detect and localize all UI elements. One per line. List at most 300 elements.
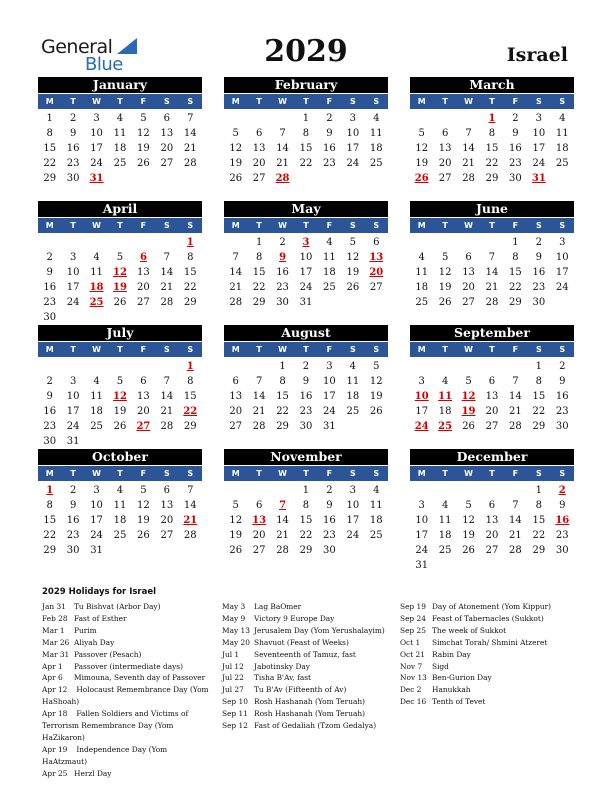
day-cell: 20 [462, 282, 475, 293]
holiday-date: Dec 16 [400, 697, 427, 707]
day-cell: 14 [183, 500, 197, 511]
weekday-label: T [489, 469, 495, 478]
day-cell: 22 [532, 530, 546, 541]
day-cell: 9 [326, 500, 333, 511]
day-cell: 19 [229, 530, 243, 541]
holiday-name: Holocaust Remembrance Day (Yom HaShoah) [42, 685, 209, 707]
day-cell: 29 [43, 545, 57, 556]
weekday-label: S [163, 469, 170, 478]
day-cell: 4 [373, 113, 380, 124]
day-cell: 20 [485, 406, 499, 417]
weekday-label: S [535, 97, 542, 106]
empty-day-cell [457, 359, 480, 374]
day-cell: 18 [346, 391, 360, 402]
day-cell: 7 [512, 500, 519, 511]
day-cell: 20 [252, 530, 266, 541]
day-cell: 20 [438, 158, 452, 169]
day-cell: 16 [323, 515, 336, 526]
day-cell: 16 [66, 143, 80, 154]
day-cell: 7 [465, 128, 472, 139]
day-cell: 21 [183, 143, 197, 154]
day-grid [410, 235, 574, 310]
weekday-label: M [45, 469, 54, 478]
empty-day-cell [271, 111, 294, 126]
day-cell: 20 [160, 515, 174, 526]
day-cell: 7 [279, 128, 286, 139]
day-cell: 4 [93, 376, 100, 387]
holiday-name: Herzl Day [74, 768, 112, 778]
day-cell: 31 [323, 421, 336, 432]
day-cell: 6 [140, 376, 147, 387]
day-cell: 30 [43, 436, 57, 447]
day-cell: 29 [276, 421, 289, 432]
weekday-label: M [417, 221, 426, 230]
day-cell: 21 [485, 282, 499, 293]
weekday-header [38, 342, 202, 357]
day-cell: 18 [113, 143, 127, 154]
day-cell: 29 [509, 297, 522, 308]
day-cell: 8 [187, 376, 194, 387]
day-cell: 3 [349, 485, 357, 496]
month-title: December [410, 449, 574, 465]
day-cell: 13 [462, 267, 475, 278]
day-cell: 1 [512, 237, 519, 248]
holiday-date: May 20 [222, 637, 250, 647]
day-cell: 17 [415, 530, 429, 541]
day-cell: 3 [326, 361, 333, 372]
weekday-label: F [512, 221, 519, 230]
holiday-item [222, 649, 394, 661]
day-cell: 10 [66, 267, 80, 278]
day-cell: 4 [116, 485, 124, 496]
weekday-label: F [140, 221, 147, 230]
day-cell: 1 [302, 113, 310, 124]
day-cell: 5 [465, 500, 472, 511]
holiday-date: Sep 25 [400, 625, 426, 635]
day-cell: 12 [137, 128, 150, 139]
month-title: March [410, 77, 574, 93]
day-cell: 10 [90, 128, 103, 139]
month-title: November [224, 449, 388, 465]
holiday-item [42, 625, 212, 637]
day-cell: 8 [535, 376, 543, 387]
day-cell: 26 [438, 297, 452, 308]
holiday-name: Seventeenth of Tamuz, fast [254, 649, 356, 659]
day-cell: 29 [299, 545, 313, 556]
holiday-name: Victory 9 Europe Day [254, 613, 335, 623]
weekday-label: S [559, 345, 566, 354]
day-cell: 26 [462, 421, 475, 432]
day-cell: 29 [532, 545, 546, 556]
holiday-date: May 13 [222, 625, 250, 635]
day-cell: 3 [349, 113, 357, 124]
holiday-item [222, 708, 394, 720]
day-cell: 7 [488, 252, 496, 263]
holiday-date: May 3 [222, 602, 246, 611]
day-cell: 24 [346, 530, 360, 541]
day-cell: 21 [276, 158, 289, 169]
empty-day-cell [480, 483, 503, 498]
holiday-item [222, 625, 394, 637]
day-cell: 27 [137, 297, 150, 308]
weekday-label: F [512, 345, 519, 354]
day-cell: 19 [113, 406, 127, 417]
day-cell: 7 [163, 376, 171, 387]
holiday-name: Fast of Esther [74, 613, 127, 623]
empty-day-cell [224, 359, 247, 374]
day-cell: 14 [183, 128, 197, 139]
day-cell: 30 [555, 421, 569, 432]
weekday-label: F [326, 97, 333, 106]
weekday-label: T [442, 469, 448, 478]
day-cell: 11 [369, 500, 383, 511]
day-cell: 8 [279, 376, 286, 387]
day-cell: 12 [462, 515, 475, 526]
holiday-day-cell: 7 [279, 500, 287, 511]
day-cell: 4 [559, 113, 566, 124]
weekday-label: S [349, 469, 356, 478]
weekday-label: T [256, 469, 262, 478]
holiday-item [400, 684, 572, 696]
day-cell: 26 [346, 282, 360, 293]
day-cell: 12 [369, 376, 383, 387]
month-title: April [38, 201, 202, 217]
day-cell: 28 [183, 158, 197, 169]
day-cell: 14 [160, 267, 174, 278]
holiday-name: Mimouna, Seventh day of Passover [74, 673, 206, 683]
empty-day-cell [410, 483, 433, 498]
holiday-day-cell: 31 [531, 173, 546, 184]
day-cell: 7 [163, 252, 171, 263]
holiday-item [400, 649, 572, 661]
day-cell: 6 [163, 113, 171, 124]
day-cell: 5 [441, 252, 449, 263]
holiday-day-cell: 3 [302, 237, 310, 248]
holiday-day-cell: 27 [136, 421, 151, 432]
day-cell: 11 [90, 391, 103, 402]
empty-day-cell [132, 359, 155, 374]
day-cell: 26 [462, 545, 475, 556]
day-cell: 9 [512, 128, 519, 139]
day-cell: 5 [465, 376, 472, 387]
weekday-label: T [117, 97, 123, 106]
day-cell: 22 [299, 158, 313, 169]
logo-text-general: General [41, 36, 113, 58]
weekday-label: M [417, 345, 426, 354]
day-cell: 27 [462, 297, 475, 308]
day-cell: 7 [187, 485, 194, 496]
day-cell: 26 [229, 545, 243, 556]
day-cell: 25 [369, 158, 383, 169]
day-cell: 3 [559, 237, 566, 248]
day-cell: 5 [116, 376, 124, 387]
day-cell: 14 [252, 391, 266, 402]
day-cell: 23 [43, 297, 57, 308]
weekday-label: S [187, 469, 194, 478]
day-cell: 9 [535, 252, 543, 263]
empty-day-cell [61, 359, 84, 374]
day-cell: 16 [43, 406, 57, 417]
empty-day-cell [457, 111, 480, 126]
day-cell: 28 [160, 297, 174, 308]
day-cell: 15 [299, 143, 313, 154]
month-february [224, 77, 388, 186]
weekday-label: T [303, 97, 309, 106]
day-grid [224, 111, 388, 186]
day-cell: 24 [90, 158, 103, 169]
day-cell: 30 [299, 421, 313, 432]
day-cell: 5 [140, 485, 147, 496]
day-cell: 15 [252, 267, 266, 278]
empty-day-cell [480, 235, 503, 250]
weekday-label: F [326, 345, 333, 354]
empty-day-cell [433, 359, 456, 374]
day-cell: 23 [66, 158, 80, 169]
day-cell: 21 [252, 406, 266, 417]
holiday-item [42, 601, 212, 613]
month-may [224, 201, 388, 310]
day-cell: 30 [532, 297, 546, 308]
day-cell: 17 [90, 143, 103, 154]
holiday-name: Passover (Pesach) [74, 649, 142, 659]
holiday-day-cell: 25 [438, 421, 453, 432]
day-cell: 25 [415, 297, 429, 308]
day-cell: 12 [229, 143, 243, 154]
day-cell: 4 [116, 113, 124, 124]
weekday-label: W [278, 221, 287, 230]
month-july [38, 325, 202, 449]
day-cell: 30 [509, 173, 522, 184]
day-cell: 13 [137, 391, 150, 402]
day-cell: 16 [299, 391, 313, 402]
weekday-label: M [45, 221, 54, 230]
holiday-date: Jul 22 [222, 673, 244, 683]
holiday-column [400, 601, 572, 708]
empty-day-cell [271, 483, 294, 498]
day-cell: 2 [46, 252, 53, 263]
day-cell: 15 [43, 143, 57, 154]
day-cell: 18 [113, 515, 127, 526]
holiday-day-cell: 1 [46, 485, 54, 496]
day-cell: 21 [509, 530, 522, 541]
day-cell: 24 [323, 406, 336, 417]
holiday-name: Tisha B'Av, fast [254, 673, 312, 683]
holiday-item [42, 661, 212, 673]
empty-day-cell [38, 235, 61, 250]
day-cell: 25 [555, 158, 569, 169]
day-cell: 25 [113, 530, 127, 541]
day-cell: 16 [276, 267, 289, 278]
weekday-label: W [464, 345, 473, 354]
day-cell: 24 [90, 530, 103, 541]
day-cell: 11 [369, 128, 383, 139]
holiday-date: Oct 21 [400, 649, 425, 659]
weekday-label: F [326, 221, 333, 230]
day-cell: 1 [279, 361, 286, 372]
day-cell: 20 [137, 282, 150, 293]
day-cell: 27 [160, 158, 174, 169]
holiday-day-cell: 1 [186, 237, 194, 248]
empty-day-cell [410, 359, 433, 374]
empty-day-cell [224, 235, 247, 250]
weekday-label: T [70, 97, 76, 106]
day-cell: 2 [559, 361, 566, 372]
day-cell: 24 [346, 158, 360, 169]
holiday-day-cell: 19 [113, 282, 127, 293]
day-grid [38, 483, 202, 558]
holiday-name: Lag BaOmer [254, 602, 302, 611]
day-cell: 9 [326, 128, 333, 139]
day-cell: 18 [415, 282, 429, 293]
day-cell: 6 [373, 237, 380, 248]
day-cell: 1 [302, 485, 310, 496]
holiday-date: Jul 27 [222, 685, 244, 695]
day-cell: 31 [66, 436, 80, 447]
holiday-item [42, 637, 212, 649]
day-cell: 3 [93, 113, 100, 124]
weekday-label: T [489, 345, 495, 354]
holiday-item [222, 672, 394, 684]
weekday-label: S [349, 97, 356, 106]
holiday-day-cell: 2 [558, 485, 566, 496]
day-cell: 5 [116, 252, 124, 263]
day-cell: 30 [555, 545, 569, 556]
empty-day-cell [108, 235, 131, 250]
day-cell: 7 [512, 376, 519, 387]
holiday-day-cell: 11 [438, 391, 453, 402]
day-cell: 19 [346, 267, 360, 278]
day-cell: 6 [255, 128, 263, 139]
day-cell: 5 [349, 237, 357, 248]
holiday-item [222, 637, 394, 649]
day-cell: 17 [90, 515, 103, 526]
weekday-label: W [92, 221, 101, 230]
day-cell: 30 [66, 173, 80, 184]
day-cell: 15 [43, 515, 57, 526]
day-cell: 11 [113, 128, 127, 139]
day-cell: 23 [43, 421, 57, 432]
day-cell: 29 [183, 297, 197, 308]
day-cell: 17 [555, 267, 569, 278]
day-grid [38, 235, 202, 325]
holiday-date: Apr 1 [42, 661, 63, 671]
weekday-label: S [559, 221, 566, 230]
weekday-label: W [278, 469, 287, 478]
weekday-label: T [303, 221, 309, 230]
holiday-name: Independence Day (Yom HaAtzmaut) [42, 744, 168, 766]
holiday-column [42, 601, 212, 780]
holiday-day-cell: 22 [183, 406, 198, 417]
weekday-label: T [117, 469, 123, 478]
day-cell: 31 [415, 560, 429, 571]
holiday-name: Feast of Tabernacles (Sukkot) [432, 613, 544, 623]
weekday-header [224, 94, 388, 109]
day-cell: 15 [183, 391, 197, 402]
weekday-label: F [140, 97, 147, 106]
day-cell: 7 [187, 113, 194, 124]
month-title: June [410, 201, 574, 217]
month-september [410, 325, 574, 434]
weekday-header [38, 94, 202, 109]
day-cell: 6 [232, 376, 239, 387]
day-cell: 17 [415, 406, 429, 417]
day-cell: 2 [69, 113, 77, 124]
day-cell: 1 [535, 485, 543, 496]
day-cell: 15 [509, 267, 522, 278]
day-grid [38, 111, 202, 186]
empty-day-cell [85, 235, 108, 250]
holiday-name: Fallen Soldiers and Victims of Terrorism Remembrance Day (Yom HaZikaron) [42, 709, 189, 742]
day-cell: 26 [229, 173, 243, 184]
day-cell: 6 [488, 376, 496, 387]
holiday-date: Mar 31 [42, 649, 70, 659]
holiday-name: Ben-Gurion Day [432, 673, 492, 683]
holiday-day-cell: 13 [252, 515, 267, 526]
day-cell: 29 [183, 421, 197, 432]
empty-day-cell [504, 359, 527, 374]
holiday-day-cell: 24 [414, 421, 429, 432]
weekday-label: M [45, 97, 54, 106]
day-cell: 22 [485, 158, 499, 169]
day-cell: 12 [346, 252, 360, 263]
day-grid [224, 235, 388, 310]
day-cell: 26 [113, 421, 127, 432]
day-grid [224, 359, 388, 434]
holiday-date: Nov 13 [400, 673, 427, 683]
day-cell: 6 [255, 500, 263, 511]
day-cell: 24 [415, 545, 429, 556]
day-cell: 16 [509, 143, 522, 154]
holiday-date: May 9 [222, 613, 246, 623]
month-title: May [224, 201, 388, 217]
day-cell: 17 [346, 515, 360, 526]
holiday-item [42, 708, 212, 744]
holiday-item [42, 649, 212, 661]
day-cell: 27 [252, 173, 266, 184]
day-cell: 23 [323, 158, 336, 169]
empty-day-cell [457, 235, 480, 250]
holiday-name: Jabotinsky Day [254, 661, 310, 671]
weekday-label: S [373, 469, 380, 478]
day-cell: 11 [90, 267, 103, 278]
weekday-label: S [349, 345, 356, 354]
weekday-label: S [373, 221, 380, 230]
day-cell: 5 [373, 361, 380, 372]
day-cell: 19 [462, 530, 475, 541]
holiday-day-cell: 26 [414, 173, 429, 184]
day-cell: 14 [462, 143, 475, 154]
weekday-label: T [256, 345, 262, 354]
day-cell: 7 [232, 252, 239, 263]
day-cell: 10 [323, 376, 336, 387]
day-cell: 21 [276, 530, 289, 541]
weekday-label: W [92, 97, 101, 106]
day-cell: 2 [279, 237, 286, 248]
weekday-label: F [326, 469, 333, 478]
holiday-day-cell: 21 [183, 515, 198, 526]
day-cell: 23 [299, 406, 313, 417]
holiday-item [222, 613, 394, 625]
day-cell: 13 [438, 143, 452, 154]
holiday-day-cell: 6 [139, 252, 147, 263]
day-cell: 13 [485, 391, 499, 402]
empty-day-cell [433, 483, 456, 498]
empty-day-cell [155, 235, 178, 250]
day-cell: 17 [66, 406, 80, 417]
day-cell: 13 [229, 391, 243, 402]
month-title: September [410, 325, 574, 341]
day-cell: 21 [509, 406, 522, 417]
